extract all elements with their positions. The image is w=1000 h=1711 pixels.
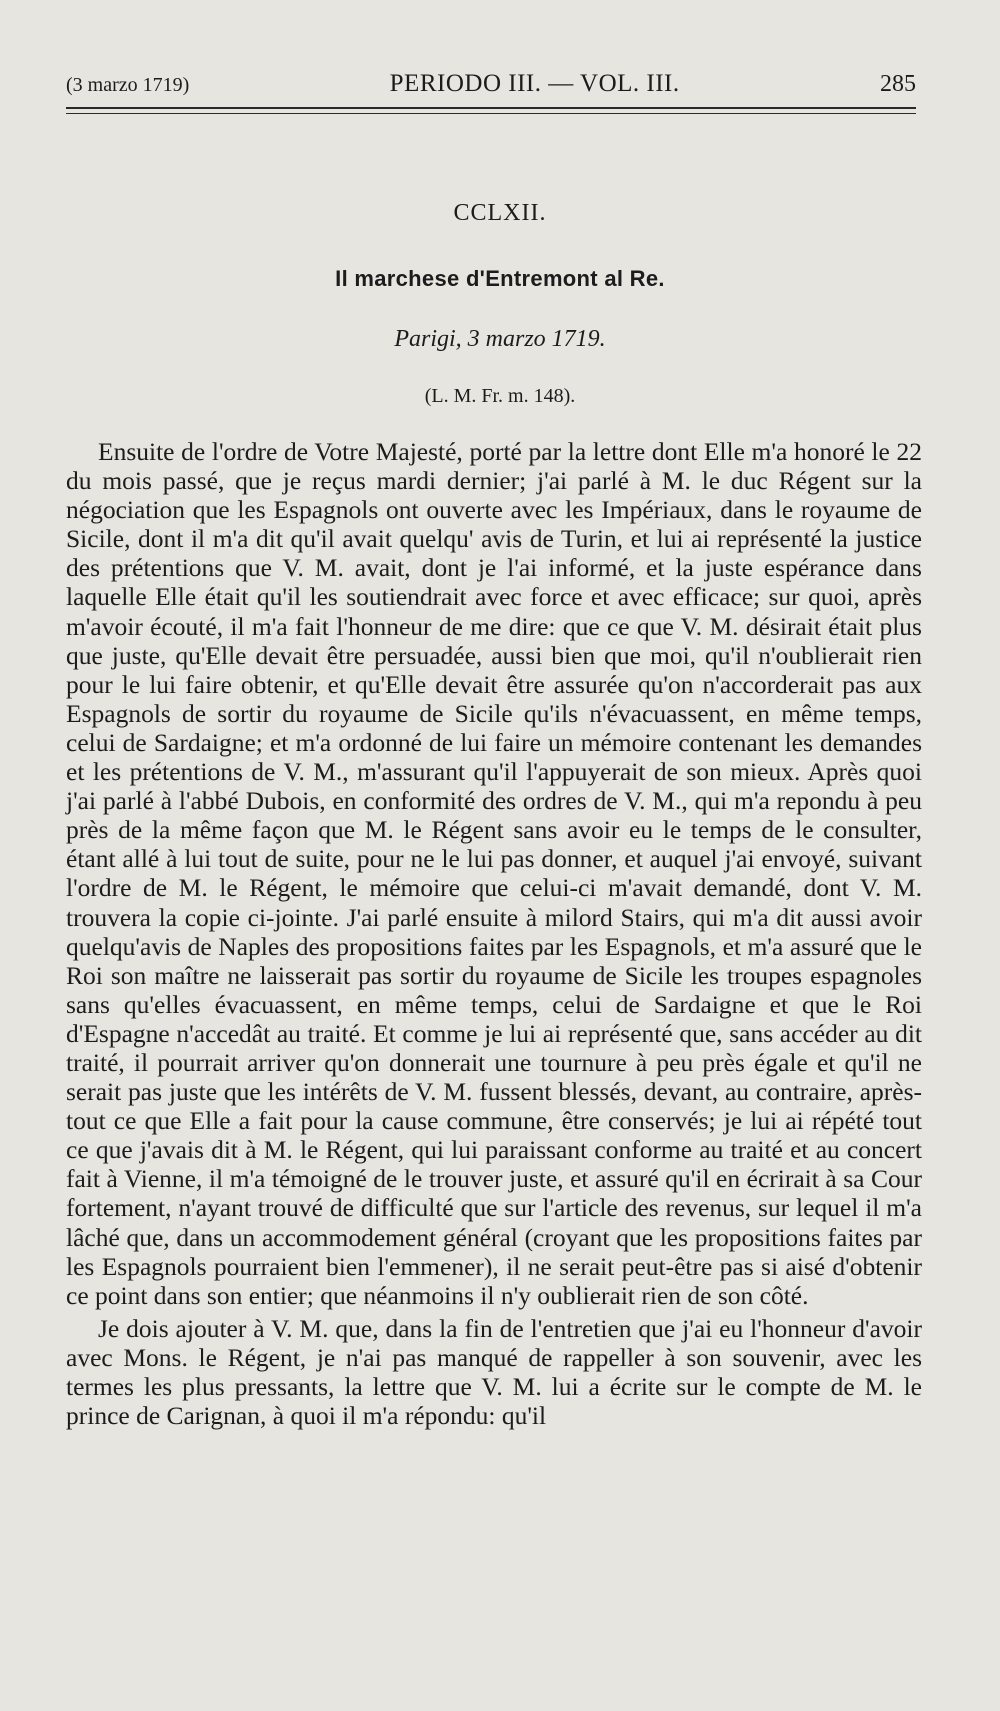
paragraph-1: Ensuite de l'ordre de Votre Majesté, porté par la lettre dont Elle m'a honoré le 22 du mois passé, que je reçus mardi dernier; j'ai parlé à M. le duc Régent sur la négociation que les Espagnols ont ouverte avec les Impériaux, dans le royaume de Sicile, dont il m'a dit qu'il avait quelqu' avis de Turin, et lui ai représenté la justice des prétentions que V. M. avait, dont je l'ai informé, et la juste espérance dans laquelle Elle était qu'il les soutiendrait avec force et avec efficace; sur quoi, après m'avoir écouté, il m'a fait l'honneur de me dire: que ce que V. M. désirait était plus que juste, qu'Elle devait être persuadée, aussi bien que moi, qu'il n'oublierait rien pour le lui faire obtenir, et qu'Elle devait être assurée qu'on n'accorderait pas aux Espagnols de sortir du royaume de Sicile qu'ils n'évacuassent, en même temps, celui de Sardaigne; et m'a ordonné de lui faire un mémoire contenant les demandes et les prétentions de V. M., m'assurant qu'il l'appuyerait de son mieux. Après quoi j'ai parlé à l'abbé Dubois, en conformité des ordres de V. M., qui m'a repondu à peu près de la même façon que M. le Régent sans avoir eu le temps de le consulter, étant allé à lui tout de suite, pour ne le lui pas donner, et auquel j'ai envoyé, suivant l'ordre de M. le Régent, le mémoire que celui-ci m'avait demandé, dont V. M. trouvera la copie ci-jointe. J'ai parlé ensuite à milord Stairs, qui m'a dit aussi avoir quelqu'avis de Naples des propositions faites par les Espagnols, et m'a assuré que le Roi son maître ne laisserait pas sortir du royaume de Sicile les troupes espagnoles sans qu'elles évacuassent, en même temps, celui de Sardaigne et que le Roi d'Espagne n'accedât au traité. Et comme je lui ai représenté que, sans accéder au dit traité, il pourrait arriver qu'on donnerait une tournure à peu près égale et qu'il ne serait pas juste que les intérêts de V. M. fussent blessés, devant, au contraire, après-tout ce que Elle a fait pour la cause commune, être conservés; je lui ai répété tout ce que j'avais dit à M. le Régent, qui lui paraissant conforme au traité et au concert fait à Vienne, il m'a témoigné de le trouver juste, et assuré qu'il en écrirait à sa Cour fortement, n'ayant trouvé de difficulté que sur l'article des revenus, sur lequel il m'a lâché que, dans un accommodement général (croyant que les propositions faites par les Espagnols pourraient bien l'emmener), il ne serait peut-être pas si aisé d'obtenir ce point dans son entier; que néanmoins il n'y oublierait rien de son côté. (66, 437, 922, 1310)
header-date: (3 marzo 1719) (66, 74, 190, 96)
source-reference: (L. M. Fr. m. 148). (424, 385, 576, 407)
letter-body (66, 437, 922, 1430)
document-number: CCLXII. (453, 200, 547, 226)
document-heading: Il marchese d'Entremont al Re. (335, 266, 665, 291)
dateline: Parigi, 3 marzo 1719. (394, 326, 606, 352)
header-title: PERIODO III. — VOL. III. (389, 70, 680, 97)
header-rule (66, 107, 916, 109)
page-number: 285 (879, 71, 916, 97)
running-header (66, 70, 916, 106)
header-rule-thin (66, 113, 916, 114)
paragraph-2: Je dois ajouter à V. M. que, dans la fin de l'entretien que j'ai eu l'honneur d'avoir avec Mons. le Régent, je n'ai pas manqué de rappeller à son souvenir, avec les termes les plus pressants, la lettre que V. M. lui a écrite sur le compte de M. le prince de Carignan, à quoi il m'a répondu: qu'il (66, 1313, 922, 1431)
